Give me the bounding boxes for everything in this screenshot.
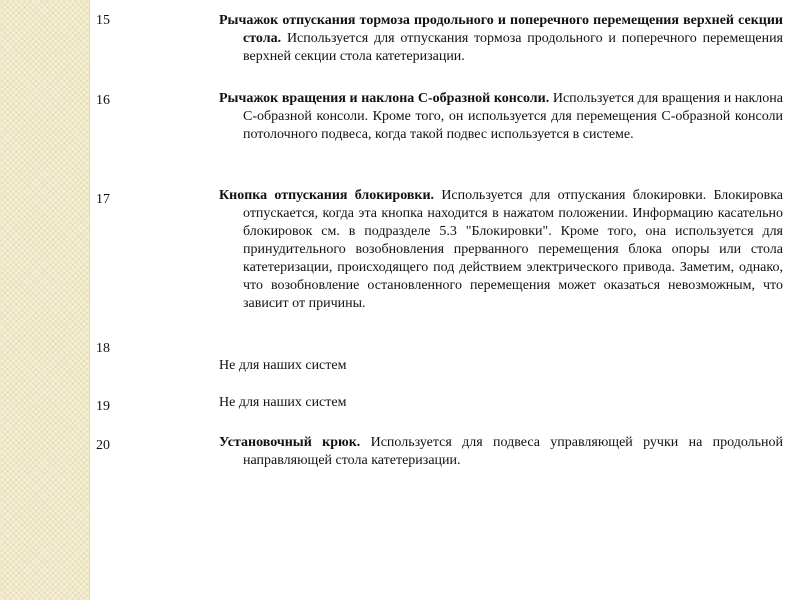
- list-item: [219, 434, 783, 470]
- list-item: [219, 394, 783, 412]
- list-item: [219, 12, 783, 66]
- item-number: 18: [96, 341, 110, 356]
- item-text: Не для наших систем: [219, 358, 347, 373]
- item-title: Кнопка отпускания блокировки.: [219, 188, 435, 203]
- item-text: Используется для отпускания блокировки. Блокировка отпускается, когда эта кнопка находится в нажатом положении. Информацию касательно блокировок см. в подразделе 5.3 "Блокировки". Кроме того, она используется для принудительного возобновления прерванного перемещения блока опоры или стола катетеризации, происходящего под действием электрического привода. Заметим, однако, что возобновление остановленного перемещения может оказаться невозможным, что зависит от причины.: [243, 188, 784, 311]
- item-text: Используется для отпускания тормоза продольного и поперечного перемещения верхней секции стола катетеризации.: [243, 31, 784, 64]
- item-text: Не для наших систем: [219, 395, 347, 410]
- item-text: Используется для вращения и наклона С-образной консоли. Кроме того, он используется для перемещения С-образной консоли потолочного подвеса, когда такой подвес используется в системе.: [243, 91, 784, 142]
- item-title: Установочный крюк.: [219, 435, 361, 450]
- item-number: 19: [96, 399, 110, 414]
- list-item: [219, 187, 783, 313]
- item-title: Рычажок вращения и наклона С-образной консоли.: [219, 91, 550, 106]
- item-title: Рычажок отпускания тормоза продольного и поперечного перемещения верхней секции стола.: [219, 13, 783, 46]
- item-number: 15: [96, 13, 110, 28]
- item-number: 20: [96, 438, 110, 453]
- decorative-side-stripe: [0, 0, 90, 600]
- item-number: 16: [96, 93, 110, 108]
- list-item: [219, 357, 783, 375]
- list-item: [219, 90, 783, 144]
- item-number: 17: [96, 192, 110, 207]
- item-text: Используется для подвеса управляющей ручки на продольной направляющей стола катетеризации.: [243, 435, 784, 468]
